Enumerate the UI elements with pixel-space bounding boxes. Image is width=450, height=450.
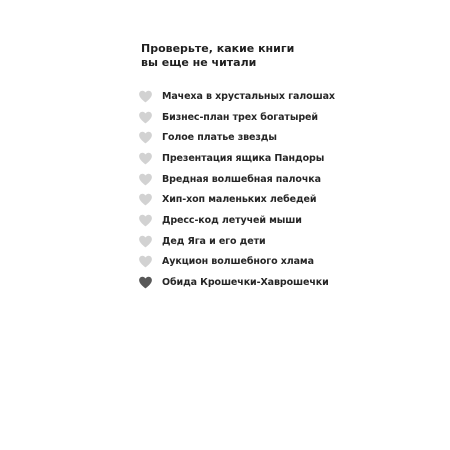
title-line-2: вы еще не читали xyxy=(141,56,257,69)
book-item xyxy=(138,169,418,190)
book-item xyxy=(138,127,418,148)
book-item xyxy=(138,252,418,273)
title-line-1: Проверьте, какие книги xyxy=(141,42,295,55)
book-title: Бизнес-план трех богатырей xyxy=(162,111,318,123)
heart-icon xyxy=(138,234,153,249)
heart-icon xyxy=(138,89,153,104)
book-title: Голое платье звезды xyxy=(162,132,277,144)
book-item xyxy=(138,148,418,169)
book-item xyxy=(138,231,418,252)
heart-icon xyxy=(138,151,153,166)
book-title: Обида Крошечки-Хаврошечки xyxy=(162,277,329,289)
heart-icon xyxy=(138,172,153,187)
heart-icon xyxy=(138,254,153,269)
book-title: Хип-хоп маленьких лебедей xyxy=(162,194,317,206)
page-title xyxy=(141,42,391,70)
heart-icon xyxy=(138,192,153,207)
book-title: Дресс-код летучей мыши xyxy=(162,214,302,226)
heart-icon xyxy=(138,130,153,145)
book-list xyxy=(138,86,418,293)
heart-icon xyxy=(138,213,153,228)
book-item xyxy=(138,210,418,231)
book-item xyxy=(138,107,418,128)
book-title: Аукцион волшебного хлама xyxy=(162,256,314,268)
book-item xyxy=(138,189,418,210)
book-item xyxy=(138,86,418,107)
book-item xyxy=(138,272,418,293)
heart-icon xyxy=(138,275,153,290)
book-title: Мачеха в хрустальных галошах xyxy=(162,90,335,102)
heart-icon xyxy=(138,110,153,125)
book-title: Вредная волшебная палочка xyxy=(162,173,321,185)
book-title: Презентация ящика Пандоры xyxy=(162,152,325,164)
book-title: Дед Яга и его дети xyxy=(162,235,266,247)
